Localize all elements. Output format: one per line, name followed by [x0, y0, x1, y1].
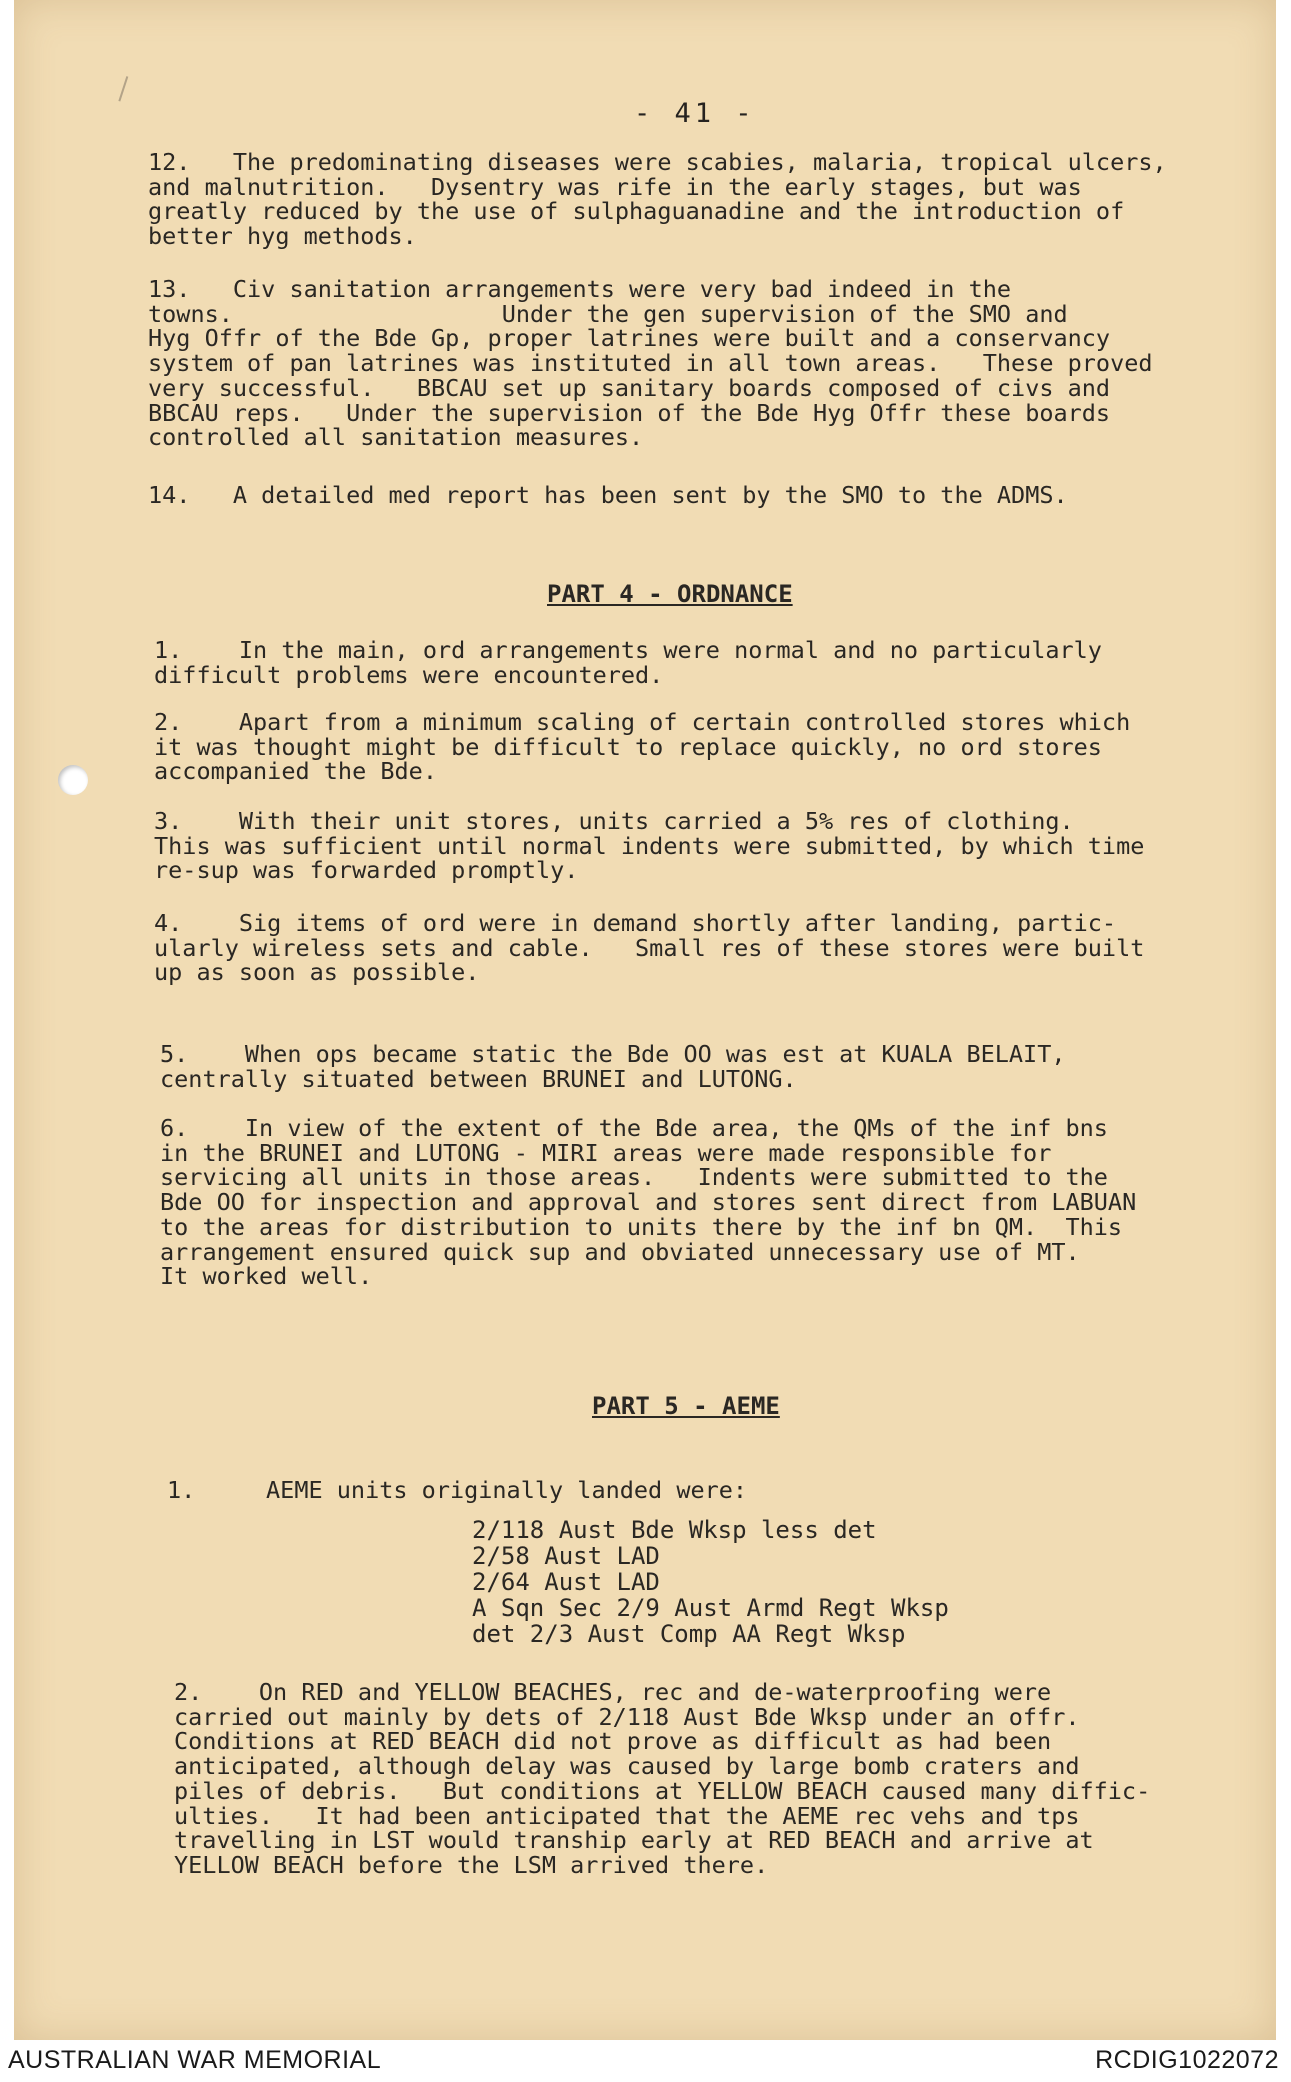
list-item: A Sqn Sec 2/9 Aust Armd Regt Wksp — [472, 1594, 949, 1622]
list-item: det 2/3 Aust Comp AA Regt Wksp — [472, 1620, 906, 1648]
ordnance-paragraph-4: 4. Sig items of ord were in demand shortly after landing, partic- ularly wireless sets and cable. Small res of these stores were built up as soon as possible. — [154, 909, 1145, 987]
part-4-heading: PART 4 - ORDNANCE — [547, 580, 793, 608]
list-item: 2/118 Aust Bde Wksp less det — [472, 1516, 877, 1544]
pencil-mark — [118, 76, 141, 106]
ordnance-paragraph-1: 1. In the main, ord arrangements were normal and no particularly difficult problems were encountered. — [154, 636, 1102, 689]
ordnance-paragraph-5: 5. When ops became static the Bde OO was est at KUALA BELAIT, centrally situated between BRUNEI and LUTONG. — [160, 1040, 1066, 1093]
paragraph-13: 13. Civ sanitation arrangements were very bad indeed in the towns. Under the gen supervision of the SMO and Hyg Offr of the Bde Gp, proper latrines were built and a conservancy system of pan latrines was instituted in all town areas. These proved very successful. BBCAU set up sanitary boards composed of civs and BBCAU reps. Under the supervision of the Bde Hyg Offr these boards controlled all sanitation measures. — [148, 275, 1153, 452]
ordnance-paragraph-2: 2. Apart from a minimum scaling of certain controlled stores which it was thought might be difficult to replace quickly, no ord stores accompanied the Bde. — [154, 708, 1131, 786]
list-item: 2/64 Aust LAD — [472, 1568, 660, 1596]
aeme-paragraph-2: 2. On RED and YELLOW BEACHES, rec and de-waterproofing were carried out mainly by dets of 2/118 Aust Bde Wksp under an offr. Conditions at RED BEACH did not prove as difficult as had been anticipated, although delay was caused by large bomb craters and piles of debris. But conditions at YELLOW BEACH caused many diffic- ulties. It had been anticipated that the AEME rec vehs and tps travelling in LST would tranship early at RED BEACH and arrive at YELLOW BEACH before the LSM arrived there. — [174, 1678, 1151, 1879]
footer-record-id: RCDIG1022072 — [1095, 2046, 1279, 2074]
ordnance-paragraph-6: 6. In view of the extent of the Bde area, the QMs of the inf bns in the BRUNEI and LUTONG - MIRI areas were made responsible for servicing all units in those areas. Indents were submitted to the Bde OO for inspection and approval and stores sent direct from LABUAN to the areas for distribution to units there by the inf bn QM. This arrangement ensured quick sup and obviated unnecessary use of MT. It worked well. — [160, 1114, 1137, 1291]
footer-institution: AUSTRALIAN WAR MEMORIAL — [8, 2046, 382, 2074]
page-number: - 41 - — [634, 98, 756, 129]
paragraph-14: 14. A detailed med report has been sent by the SMO to the ADMS. — [148, 481, 1068, 509]
part-5-heading: PART 5 - AEME — [592, 1392, 780, 1420]
aeme-paragraph-1: 1. AEME units originally landed were: — [167, 1476, 748, 1504]
punch-hole — [58, 765, 88, 795]
list-item: 2/58 Aust LAD — [472, 1542, 660, 1570]
document-page — [14, 0, 1276, 2040]
ordnance-paragraph-3: 3. With their unit stores, units carried a 5% res of clothing. This was sufficient until normal indents were submitted, by which time re-sup was forwarded promptly. — [154, 807, 1145, 885]
aeme-units-list — [472, 1517, 949, 1647]
paragraph-12: 12. The predominating diseases were scabies, malaria, tropical ulcers, and malnutrition. Dysentry was rife in the early stages, but was greatly reduced by the use of sulphaguanadine and the introduction of better hyg methods. — [148, 148, 1167, 251]
